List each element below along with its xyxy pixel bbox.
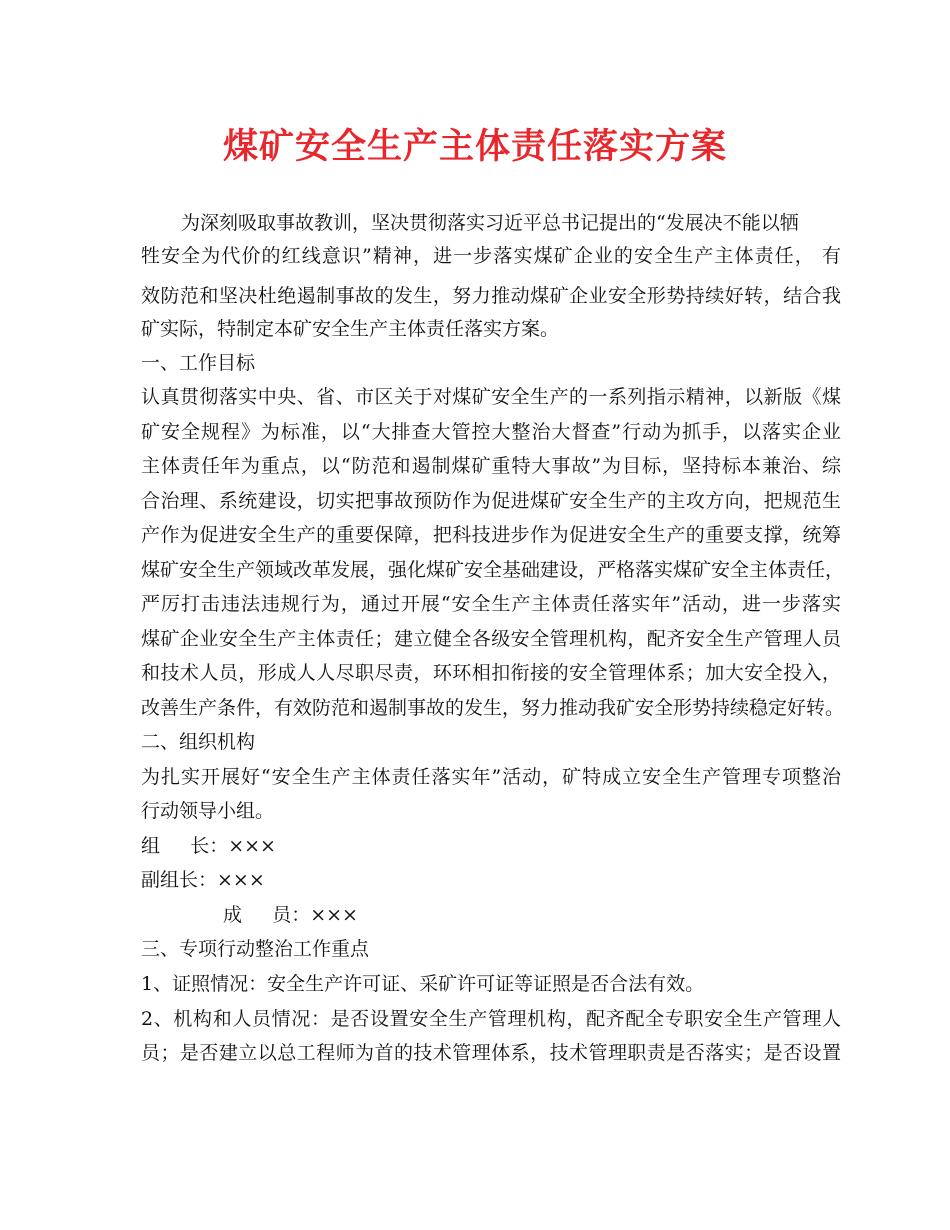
goal-line-1: 认真贯彻落实中央、省、市区关于对煤矿安全生产的一系列指示精神，以新版《煤: [141, 386, 841, 408]
section-heading-3: 三、专项行动整治工作重点: [141, 938, 370, 960]
section-heading-2: 二、组织机构: [141, 731, 256, 753]
focus-item-2-line-2: 员；是否建立以总工程师为首的技术管理体系，技术管理职责是否落实；是否设置: [141, 1042, 841, 1064]
members-line: 成 员：×××: [223, 904, 358, 926]
goal-line-6: 煤矿安全生产领域改革发展，强化煤矿安全基础建设，严格落实煤矿安全主体责任，: [141, 559, 845, 581]
document-title: 煤矿安全生产主体责任落实方案: [222, 126, 727, 167]
focus-item-2-line-1: 2、机构和人员情况：是否设置安全生产管理机构，配齐配全专职安全生产管理人: [141, 1008, 841, 1030]
goal-line-2: 矿安全规程》为标准，以“大排查大管控大整治大督查”行动为抓手，以落实企业: [141, 421, 841, 443]
org-line-2: 行动领导小组。: [141, 800, 275, 822]
intro-line-4: 矿实际，特制定本矿安全生产主体责任落实方案。: [141, 318, 560, 340]
section-heading-1: 一、工作目标: [141, 352, 256, 374]
focus-item-1: 1、证照情况：安全生产许可证、采矿许可证等证照是否合法有效。: [141, 973, 705, 995]
goal-line-4: 合治理、系统建设，切实把事故预防作为促进煤矿安全生产的主攻方向，把规范生: [141, 490, 841, 512]
org-line-1: 为扎实开展好“安全生产主体责任落实年”活动，矿特成立安全生产管理专项整治: [141, 766, 841, 788]
group-leader-line: 组 长：×××: [141, 835, 276, 857]
intro-line-2: 牲安全为代价的红线意识”精神，进一步落实煤矿企业的安全生产主体责任， 有: [141, 245, 841, 267]
deputy-leader-line: 副组长：×××: [141, 869, 265, 891]
goal-line-5: 产作为促进安全生产的重要保障，把科技进步作为促进安全生产的重要支撑，统筹: [141, 524, 841, 546]
goal-line-7: 严厉打击违法违规行为，通过开展“安全生产主体责任落实年”活动，进一步落实: [141, 593, 841, 615]
goal-line-8: 煤矿企业安全生产主体责任；建立健全各级安全管理机构，配齐安全生产管理人员: [141, 628, 841, 650]
goal-line-10: 改善生产条件，有效防范和遏制事故的发生，努力推动我矿安全形势持续稳定好转。: [141, 697, 845, 719]
intro-line-3: 效防范和坚决杜绝遏制事故的发生，努力推动煤矿企业安全形势持续好转，结合我: [141, 285, 841, 307]
goal-line-3: 主体责任年为重点，以“防范和遏制煤矿重特大事故”为目标，坚持标本兼治、综: [141, 455, 841, 477]
intro-line-1: 为深刻吸取事故教训，坚决贯彻落实习近平总书记提出的“发展决不能以牺: [181, 212, 799, 234]
goal-line-9: 和技术人员，形成人人尽职尽责，环环相扣衔接的安全管理体系；加大安全投入，: [141, 662, 841, 684]
